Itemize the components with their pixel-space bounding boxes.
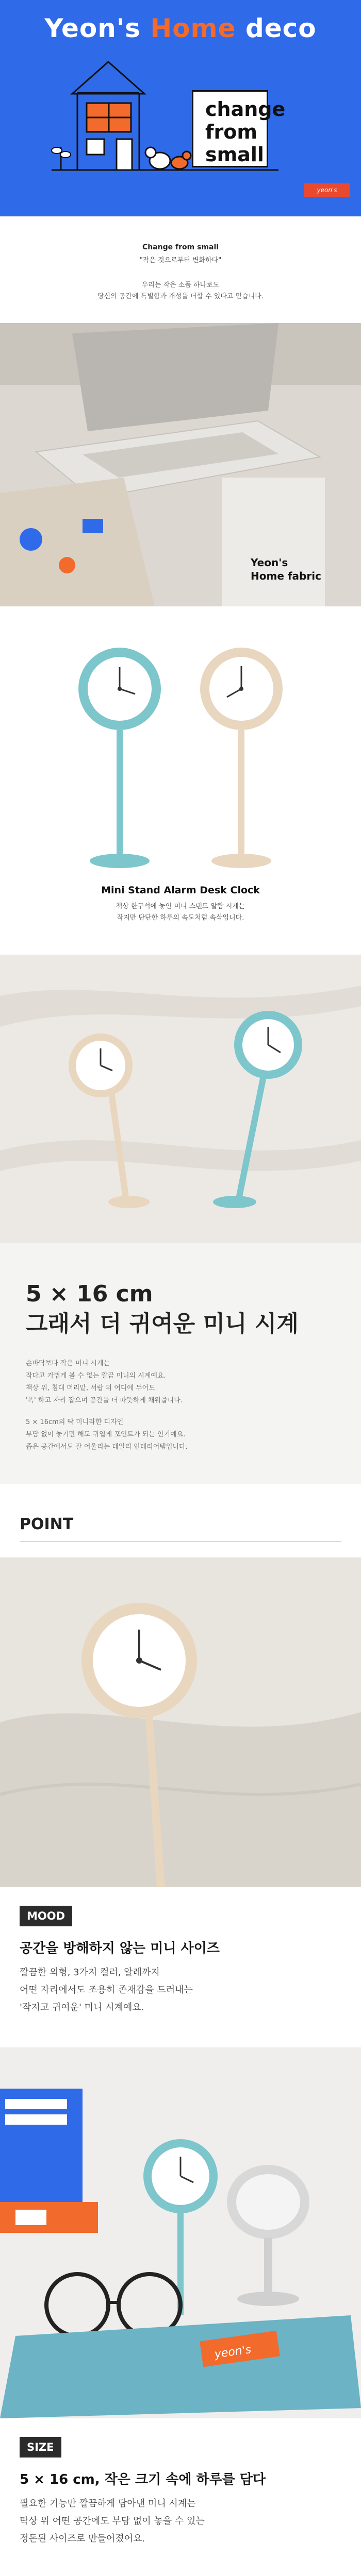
product-clocks-section bbox=[0, 606, 361, 955]
intro-subheading: "작은 것으로부터 변화하다" bbox=[139, 257, 222, 264]
desk-photo bbox=[0, 323, 361, 606]
mood-heading: 공간을 방해하지 않는 미니 사이즈 bbox=[20, 1941, 220, 1956]
desk-books-photo bbox=[0, 2047, 361, 2418]
intro-body bbox=[21, 280, 340, 302]
mood-line-1: 깔끔한 외형, 3가지 컬러, 알레까지 bbox=[20, 1967, 160, 1978]
point-divider bbox=[20, 1541, 341, 1542]
clock-on-bed-image bbox=[0, 1557, 361, 1887]
size-hero-paragraph-2 bbox=[26, 1416, 335, 1453]
clocks-fabric-photo bbox=[0, 955, 361, 1243]
banner-title-part3: deco bbox=[236, 13, 317, 43]
point-section bbox=[0, 1484, 361, 1557]
mood-paragraph bbox=[20, 1964, 341, 2016]
size-hero-heading-line-1: 5 × 16 cm bbox=[26, 1281, 153, 1307]
mood-line-3: '작지고 귀여운' 미니 시계예요. bbox=[20, 2002, 144, 2013]
clocks-illustration-row bbox=[0, 617, 361, 885]
size-paragraph bbox=[20, 2495, 341, 2548]
desk-with-clock-books-image bbox=[0, 2047, 361, 2418]
size-line-3: 정돈된 사이즈로 만들어졌어요. bbox=[20, 2533, 145, 2544]
size-hero-p1-line-4: '폭' 하고 자리 잡으며 공간을 더 따뜻하게 채워줍니다. bbox=[26, 1397, 183, 1404]
size-line-2: 탁상 위 어떤 공간에도 부담 없이 놓을 수 있는 bbox=[20, 2516, 205, 2527]
product-desc-line-2: 작지만 단단한 하루의 속도처럼 속삭입니다. bbox=[117, 914, 244, 922]
product-description bbox=[0, 901, 361, 924]
size-hero-p1-line-1: 손바닥보다 작은 미니 시계는 bbox=[26, 1360, 110, 1367]
photo-label-line-1: Yeon's bbox=[251, 556, 288, 569]
size-tag: SIZE bbox=[20, 2437, 61, 2458]
size-line-1: 필요한 기능만 깔끔하게 담아낸 미니 시계는 bbox=[20, 2498, 196, 2509]
banner-title-part2: Home bbox=[150, 13, 236, 43]
bed-clock-photo bbox=[0, 1557, 361, 1887]
size-hero-p2-line-2: 부담 없이 놓기만 해도 귀엽게 포인트가 되는 인기예요. bbox=[26, 1431, 186, 1438]
intro-heading: Change from small bbox=[142, 243, 219, 251]
change-line-3: small bbox=[205, 143, 264, 166]
size-hero-p2-line-3: 좁은 공간에서도 잘 어울리는 데일리 인테리어템입니다. bbox=[26, 1443, 188, 1451]
change-text bbox=[205, 98, 298, 166]
change-line-1: change bbox=[205, 98, 286, 121]
size-hero-heading bbox=[26, 1279, 335, 1339]
spacer bbox=[0, 2548, 361, 2576]
photo-label-line-2: Home fabric bbox=[251, 570, 321, 582]
banner-title-part1: Yeon's bbox=[44, 13, 151, 43]
intro-body-line-1: 우리는 작은 소품 하나로도 bbox=[141, 281, 220, 289]
mood-tag: MOOD bbox=[20, 1906, 72, 1926]
svg-text:yeon's: yeon's bbox=[214, 2343, 252, 2361]
size-hero-section bbox=[0, 1243, 361, 1484]
photo-label bbox=[251, 556, 321, 583]
header-banner bbox=[0, 0, 361, 216]
size-hero-p2-line-1: 5 × 16cm의 딱 미니라한 디자인 bbox=[26, 1418, 124, 1426]
size-hero-p1-line-2: 작다고 가볍게 볼 수 없는 깔끔 미니의 시계예요. bbox=[26, 1372, 166, 1380]
spacer bbox=[0, 2016, 361, 2047]
intro-body-line-2: 당신의 공간에 특별함과 개성을 더할 수 있다고 믿습니다. bbox=[97, 293, 264, 300]
mood-section bbox=[0, 1887, 361, 2016]
brand-tag: yeon's bbox=[304, 183, 350, 197]
change-line-2: from bbox=[205, 121, 257, 143]
size-hero-paragraph-1 bbox=[26, 1358, 335, 1407]
size-hero-heading-line-2: 그래서 더 귀여운 미니 시계 bbox=[26, 1311, 299, 1337]
mood-line-2: 어떤 자리에서도 조용히 존재감을 드러내는 bbox=[20, 1985, 193, 1995]
size-section bbox=[0, 2418, 361, 2548]
size-hero-p1-line-3: 책상 위, 침대 머리맡, 서랍 위 어디에 두어도 bbox=[26, 1384, 155, 1392]
point-heading: POINT bbox=[20, 1515, 74, 1533]
two-clocks-image bbox=[0, 617, 361, 885]
intro-section bbox=[0, 216, 361, 323]
product-desc-line-1: 책상 한구석에 놓인 미니 스탠드 알람 시계는 bbox=[116, 903, 245, 910]
size-heading: 5 × 16 cm, 작은 크기 속에 하루를 담다 bbox=[20, 2472, 266, 2487]
clocks-on-fabric-image bbox=[0, 955, 361, 1243]
product-title: Mini Stand Alarm Desk Clock bbox=[101, 885, 260, 896]
